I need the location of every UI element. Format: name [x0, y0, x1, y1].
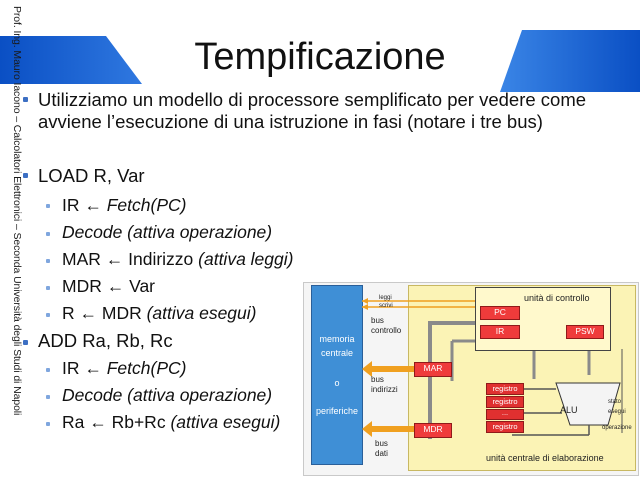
- load-step: [62, 222, 272, 243]
- sub-bullet-marker: [46, 422, 50, 426]
- load-step: [62, 276, 155, 297]
- bus-dati-label: dati: [375, 449, 388, 458]
- psw-register: PSW: [566, 325, 604, 339]
- esegui-label: esegui: [608, 409, 626, 415]
- mar-register: MAR: [414, 362, 452, 377]
- step-italic: Decode (attiva operazione): [62, 222, 273, 242]
- leggi-label: leggi: [379, 295, 392, 301]
- add-label: ADD Ra, Rb, Rc: [38, 330, 173, 351]
- memory-label: periferiche: [315, 406, 359, 416]
- add-step: [62, 385, 272, 406]
- sub-bullet-marker: [46, 395, 50, 399]
- sub-bullet-marker: [46, 204, 50, 208]
- step-italic: Fetch(PC): [106, 358, 187, 378]
- alu-label: ALU: [560, 405, 578, 415]
- step-italic: (attiva esegui): [170, 412, 281, 432]
- memory-label: o: [334, 378, 340, 388]
- pc-register: PC: [480, 306, 520, 320]
- slide-title: Tempificazione: [194, 36, 446, 78]
- step-italic: (attiva esegui): [146, 303, 257, 323]
- intro-text: Utilizziamo un modello di processore semplificato per vedere come avviene l’esecuzione di una istruzione in fasi (notare i tre bus): [38, 89, 587, 132]
- data-bus: [370, 426, 414, 432]
- step-text: Ra ← Rb+Rc: [62, 412, 171, 432]
- bus-controllo-label: bus: [371, 316, 384, 325]
- load-step: [62, 195, 186, 216]
- add-step: [62, 358, 186, 379]
- internal-bus: [428, 321, 476, 325]
- memory-label: centrale: [320, 348, 354, 358]
- register-file-entry: registro: [486, 383, 524, 395]
- processor-diagram: [303, 282, 639, 476]
- sub-bullet-marker: [46, 313, 50, 317]
- stato-label: stato: [608, 399, 622, 405]
- register-file-entry: ...: [486, 409, 524, 420]
- bus-indirizzi-label: indirizzi: [371, 385, 398, 394]
- step-text: MAR ← Indirizzo: [62, 249, 199, 269]
- step-italic: Fetch(PC): [106, 195, 187, 215]
- bus-controllo-label: controllo: [371, 326, 402, 335]
- sub-bullet-marker: [46, 259, 50, 263]
- add-step: [62, 412, 280, 433]
- sub-bullet-marker: [46, 368, 50, 372]
- ir-register: IR: [480, 325, 520, 339]
- operazione-label: operazione: [602, 425, 632, 431]
- arrow-head: [362, 304, 368, 310]
- side-credit-text: Prof. Ing. Mauro Iacono – Calcolatori Elettronici – Seconda Università degli Studi di Napoli: [11, 6, 23, 416]
- bus-dati-label: bus: [375, 439, 388, 448]
- step-italic: Decode (attiva operazione): [62, 385, 273, 405]
- step-text: MDR ← Var: [62, 276, 156, 296]
- step-text: IR ←: [62, 195, 107, 215]
- address-bus: [370, 366, 414, 372]
- arrow-head: [362, 298, 368, 304]
- step-text: R ← MDR: [62, 303, 147, 323]
- control-unit-label: unità di controllo: [524, 293, 590, 303]
- bullet-marker: [23, 340, 28, 345]
- sub-bullet-marker: [46, 232, 50, 236]
- load-step: [62, 303, 257, 324]
- scrivi-label: scrivi: [379, 303, 393, 309]
- sub-bullet-marker: [46, 286, 50, 290]
- mdr-register: MDR: [414, 423, 452, 438]
- register-file-entry: registro: [486, 421, 524, 433]
- memory-label: memoria: [319, 334, 355, 344]
- internal-bus: [428, 321, 432, 439]
- register-file-entry: registro: [486, 396, 524, 408]
- load-step: [62, 249, 293, 270]
- bus-indirizzi-label: bus: [371, 375, 384, 384]
- arrow-head: [362, 421, 372, 437]
- step-text: IR ←: [62, 358, 107, 378]
- cpu-label: unità centrale di elaborazione: [486, 453, 604, 463]
- bullet-marker: [23, 173, 28, 178]
- bullet-marker: [23, 97, 28, 102]
- load-label: LOAD R, Var: [38, 165, 145, 186]
- step-italic: (attiva leggi): [198, 249, 294, 269]
